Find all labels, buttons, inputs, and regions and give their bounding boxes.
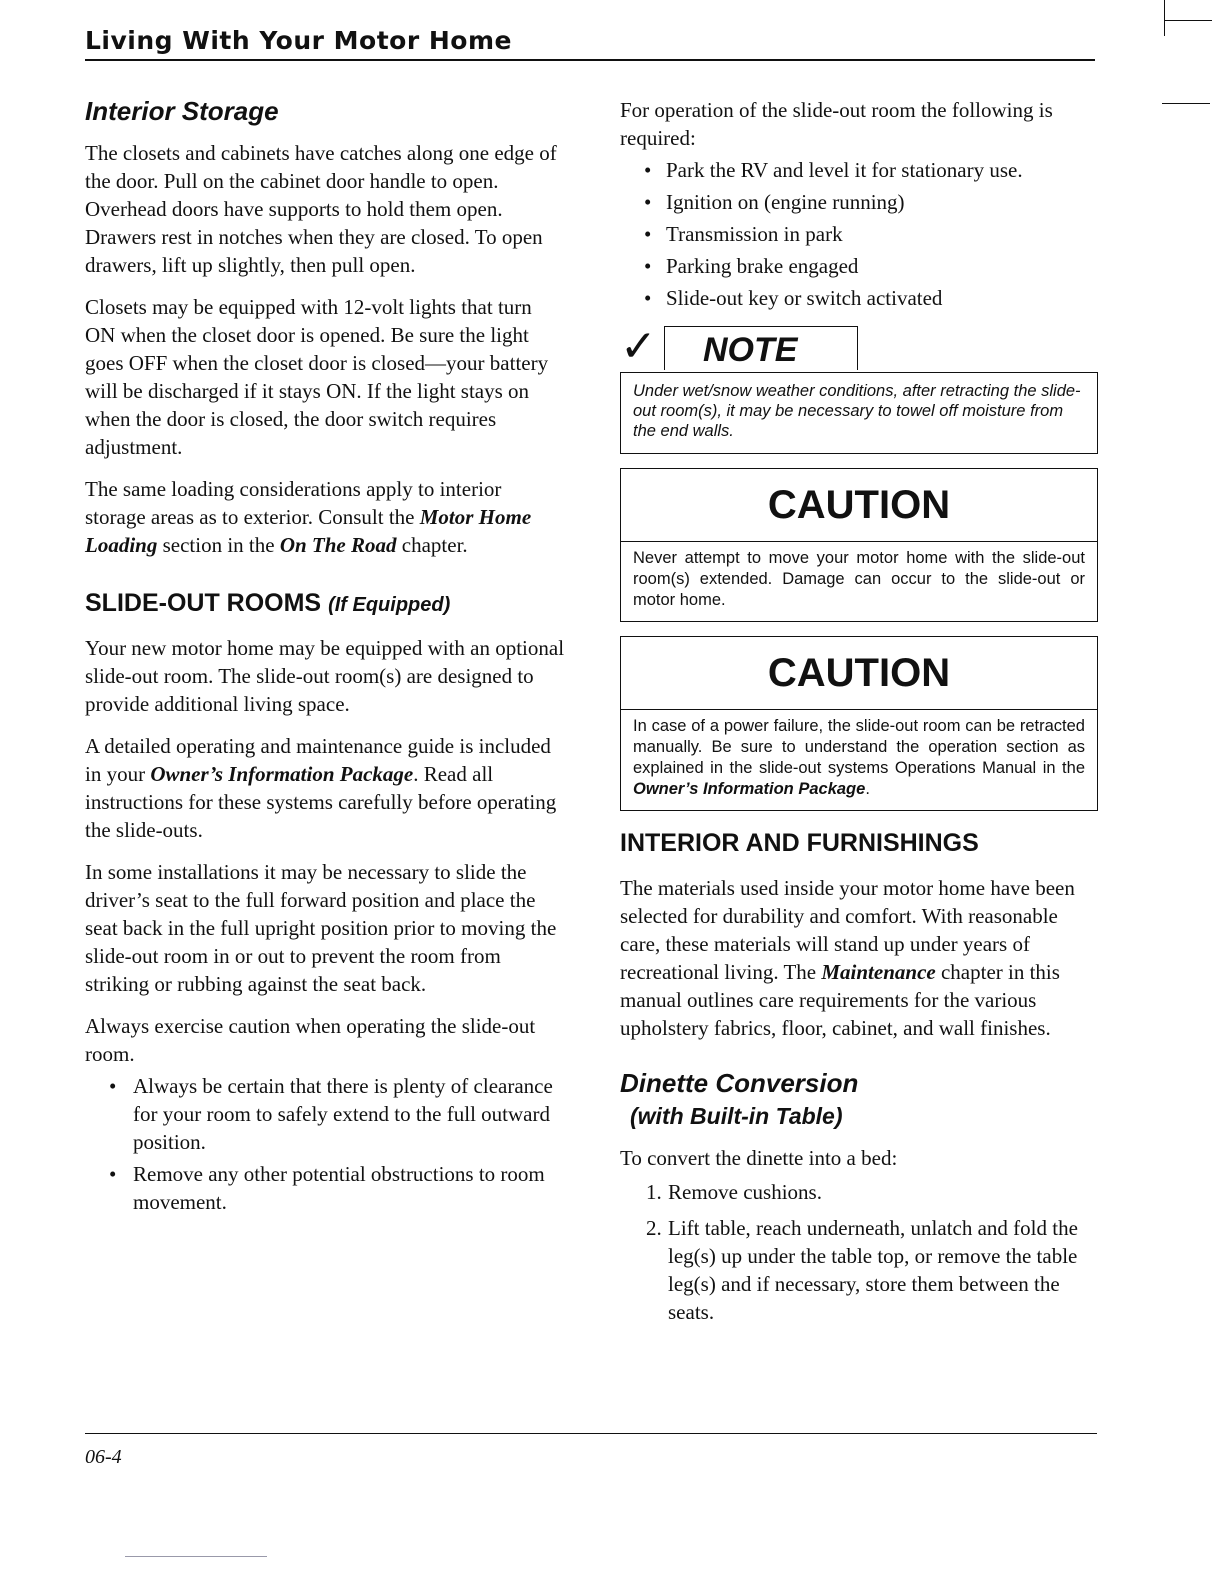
p2-text-a: A detailed operating and maintenance guide is included in your bbox=[85, 734, 551, 786]
list-item: • Transmission in park bbox=[640, 220, 1098, 248]
if-text-c: chapter in this manual outlines care requirements for the various upholstery fabrics, floor, cabinet, and wall finishes. bbox=[620, 960, 1060, 1040]
list-item: • Parking brake engaged bbox=[640, 252, 1098, 280]
interior-furnishings-paragraph bbox=[620, 874, 1098, 1042]
note-box: Under wet/snow weather conditions, after retracting the slide-out room(s), it may be necessary to towel off moisture from the end walls. bbox=[620, 372, 1098, 454]
p2-text-c: . Read all instructions for these systems carefully before operating the slide-outs. bbox=[85, 762, 557, 842]
interior-furnishings-heading: INTERIOR AND FURNISHINGS bbox=[620, 829, 979, 857]
caution-text: Never attempt to move your motor home with the slide-out room(s) extended. Damage can occur to the slide-out or motor home. bbox=[633, 549, 1085, 609]
list-item bbox=[620, 1178, 1098, 1206]
slide-out-heading-main: SLIDE-OUT ROOMS bbox=[85, 589, 322, 617]
list-item: • Park the RV and level it for stationary use. bbox=[640, 156, 1098, 184]
slide-out-rooms-heading bbox=[85, 589, 565, 618]
list-item: • Slide-out key or switch activated bbox=[640, 284, 1098, 312]
maintenance-ref: Maintenance bbox=[821, 960, 936, 984]
requirements-list bbox=[640, 156, 1098, 312]
step-number: 1. bbox=[646, 1180, 662, 1204]
interior-storage-heading: Interior Storage bbox=[85, 96, 279, 126]
corner-mark-top-h bbox=[1164, 20, 1212, 21]
slide-out-paragraph-1: Your new motor home may be equipped with an optional slide-out room. The slide-out room(s) are designed to provide additional living space. bbox=[85, 636, 565, 716]
caution2-text-a: In case of a power failure, the slide-out room can be retracted manually. Be sure to understand the operation section as explained in the slide-out systems Operations Manual in the bbox=[633, 717, 1085, 777]
p3-text-a: The same loading considerations apply to interior storage areas as to exterior. Consult the bbox=[85, 477, 502, 529]
step-text: Remove cushions. bbox=[668, 1180, 822, 1204]
caution-box-1 bbox=[620, 468, 1098, 622]
footer-stub-line bbox=[125, 1556, 267, 1557]
dinette-conversion-heading: Dinette Conversion bbox=[620, 1068, 859, 1098]
owners-info-package-ref: Owner’s Information Package bbox=[633, 780, 866, 798]
caution-title: CAUTION bbox=[621, 469, 1097, 542]
motor-home-loading-ref: Motor Home Loading bbox=[85, 505, 532, 557]
list-item: • Always be certain that there is plenty of clearance for your room to safely extend to the full outward position. bbox=[85, 1072, 565, 1156]
dinette-intro: To convert the dinette into a bed: bbox=[620, 1146, 898, 1170]
caution-title: CAUTION bbox=[621, 637, 1097, 710]
interior-storage-paragraph-2: Closets may be equipped with 12-volt lights that turn ON when the closet door is opened. Be sure the light goes OFF when the closet door is closed—your battery will be discharged if it stays ON. If the light stays on when the door is closed, the door switch requires adjustment. bbox=[85, 295, 549, 459]
left-column bbox=[85, 96, 565, 1230]
right-column bbox=[620, 96, 1098, 1334]
footer-rule bbox=[85, 1433, 1097, 1434]
slide-out-heading-sub: (If Equipped) bbox=[328, 594, 451, 616]
note-label: NOTE bbox=[664, 326, 858, 370]
page-number: 06-4 bbox=[85, 1446, 122, 1468]
slide-out-bullet-list bbox=[85, 1072, 565, 1216]
p3-text-e: chapter. bbox=[396, 533, 468, 557]
dinette-steps bbox=[620, 1178, 1098, 1326]
list-item: • Remove any other potential obstructions to room movement. bbox=[85, 1160, 565, 1216]
caution-box-2 bbox=[620, 636, 1098, 811]
caution2-text-c: . bbox=[865, 780, 870, 798]
list-item bbox=[620, 1214, 1098, 1326]
on-the-road-ref: On The Road bbox=[279, 533, 397, 557]
page-header-title: Living With Your Motor Home bbox=[85, 26, 512, 55]
slide-out-paragraph-4: Always exercise caution when operating the slide-out room. bbox=[85, 1014, 536, 1066]
list-item: • Ignition on (engine running) bbox=[640, 188, 1098, 216]
page-header bbox=[85, 26, 1095, 61]
slide-out-paragraph-3: In some installations it may be necessary to slide the driver’s seat to the full forward position and place the seat back in the full upright position prior to moving the slide-out room in or out to prevent the room from striking or rubbing against the seat back. bbox=[85, 860, 557, 996]
owners-info-package-ref: Owner’s Information Package bbox=[150, 762, 414, 786]
slide-out-paragraph-2 bbox=[85, 732, 565, 844]
slide-out-operation-intro: For operation of the slide-out room the following is required: bbox=[620, 98, 1053, 150]
checkmark-icon: ✓ bbox=[620, 321, 657, 372]
p3-text-c: section in the bbox=[157, 533, 280, 557]
corner-mark-right bbox=[1162, 103, 1210, 104]
caution-text bbox=[621, 710, 1097, 810]
step-text: Lift table, reach underneath, unlatch and fold the leg(s) up under the table top, or remove the table leg(s) and if necessary, store them between the seats. bbox=[668, 1216, 1078, 1324]
dinette-conversion-subheading: (with Built-in Table) bbox=[630, 1103, 843, 1129]
interior-storage-paragraph-3 bbox=[85, 475, 565, 559]
note-title bbox=[620, 321, 1098, 372]
corner-mark-top bbox=[1164, 0, 1165, 36]
if-text-a: The materials used inside your motor home have been selected for durability and comfort. With reasonable care, these materials will stand up under years of recreational living. The bbox=[620, 876, 1075, 984]
step-number: 2. bbox=[646, 1216, 662, 1240]
interior-storage-paragraph-1: The closets and cabinets have catches along one edge of the door. Pull on the cabinet door handle to open. Overhead doors have supports to hold them open. Drawers rest in notches when they are closed. To open drawers, lift up slightly, then pull open. bbox=[85, 141, 557, 277]
